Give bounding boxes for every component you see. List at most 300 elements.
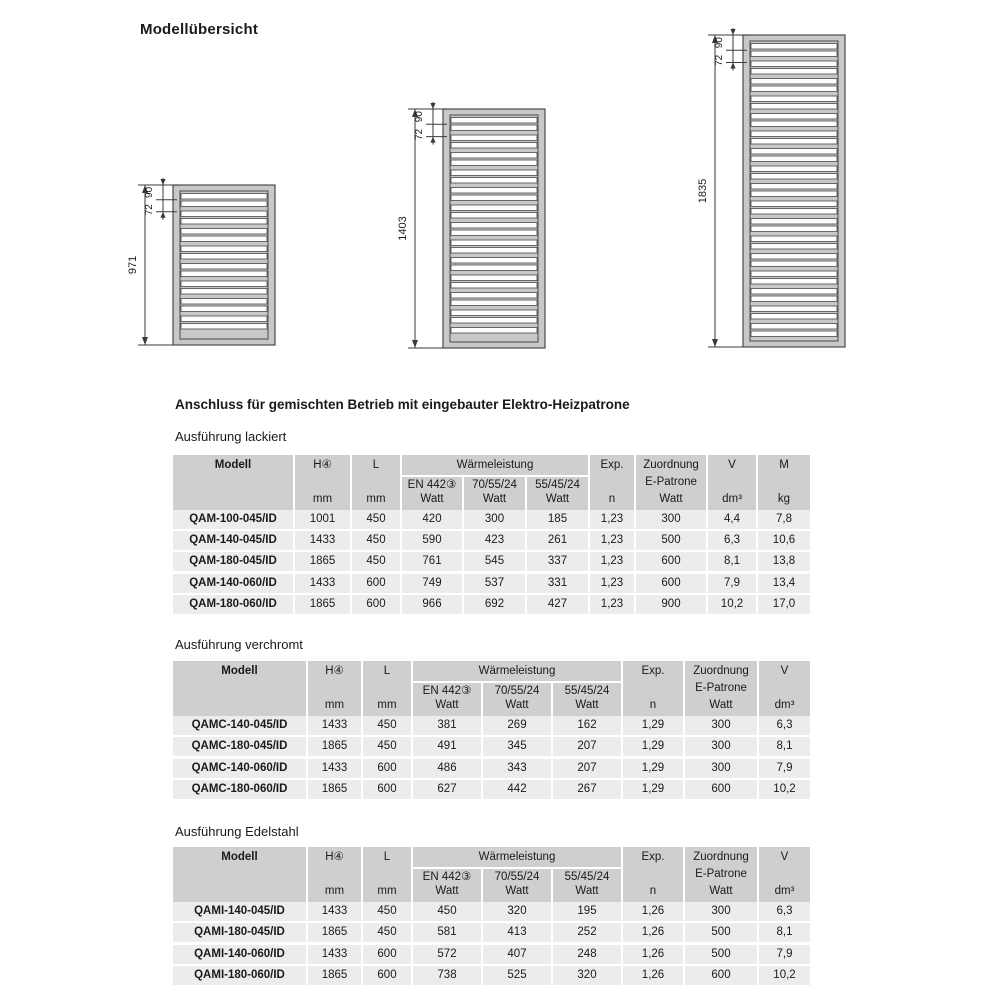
value-cell: 450 [363,923,411,942]
header-label: mm [366,493,386,505]
header-label: Exp. [641,851,665,863]
table-ausfuehrung-lackiert [173,455,810,616]
radiator-tube [451,300,537,306]
header-label: mm [377,885,397,897]
header-label: Watt [575,699,599,711]
value-cell: 1865 [308,966,361,985]
radiator-tube [451,275,537,281]
height-dimension-label: 1403 [397,216,409,241]
value-cell: 1,26 [623,923,683,942]
radiator-tube [181,229,267,235]
radiator-tube [451,230,537,236]
height-dimension-label: 971 [127,255,139,275]
radiator-tube [751,306,837,312]
value-cell: 1865 [308,780,361,799]
header-label: 55/45/24 [535,479,580,491]
header-cell [352,455,400,510]
header-label: dm³ [774,885,795,897]
value-cell: 1865 [295,552,350,571]
header-group-label: Wärmeleistung [402,455,588,475]
header-label: EN 442③ [407,479,457,491]
header-cell [295,455,350,510]
radiator-tube [451,318,537,324]
value-cell: 1,29 [623,780,683,799]
model-cell: QAMC-140-060/ID [173,759,306,778]
radiator-tube [181,324,267,330]
page-title: Modellübersicht [140,21,259,38]
header-label: Zuordnung [693,665,749,677]
table-subtitle-lackiert: Ausführung lackiert [175,429,287,444]
header-label: Modell [221,665,258,677]
value-cell: 1433 [308,759,361,778]
header-cell [590,455,634,510]
radiator-tube [181,306,267,312]
radiator-tube [751,244,837,250]
header-label: H④ [325,851,344,863]
value-cell: 450 [352,552,400,571]
top-dimension-label-90: 90 [414,111,425,123]
header-label: M [779,459,789,471]
radiator-tube [751,86,837,92]
header-cell [759,661,810,716]
radiator-tube [751,289,837,295]
header-label: Modell [214,459,252,471]
header-label: Watt [545,493,570,505]
header-label: E-Patrone [695,868,747,880]
value-cell: 600 [685,966,757,985]
top-dimension-label-90: 90 [714,37,725,49]
value-cell: 345 [483,737,551,756]
value-cell: 162 [553,716,621,735]
header-subrow [413,683,621,716]
value-cell: 1865 [295,595,350,614]
value-cell: 6,3 [708,531,756,550]
header-cell [402,477,462,510]
header-cell [623,661,683,716]
header-label: Exp. [641,665,665,677]
value-cell: 267 [553,780,621,799]
header-cell [623,847,683,902]
value-cell: 1433 [308,902,361,921]
header-label: dm³ [774,699,795,711]
radiator-tube [751,324,837,330]
table-ausfuehrung-edelstahl [173,847,810,987]
header-cell [413,683,481,716]
header-label: n [649,699,657,711]
model-cell: QAMI-140-045/ID [173,902,306,921]
value-cell: 300 [685,737,757,756]
value-cell: 572 [413,945,481,964]
value-cell: 261 [527,531,588,550]
header-label: E-Patrone [695,682,747,694]
header-cell [173,455,293,510]
header-label: 55/45/24 [564,871,610,883]
header-cell [308,847,361,902]
value-cell: 600 [363,966,411,985]
header-label: Watt [575,885,599,897]
value-cell: 300 [636,510,706,529]
value-cell: 1,29 [623,737,683,756]
value-cell: 600 [685,780,757,799]
model-cell: QAM-140-060/ID [173,574,293,593]
radiator-tube [451,205,537,211]
radiator-tube [451,293,537,299]
header-label: L [383,665,391,677]
value-cell: 1433 [308,716,361,735]
value-cell: 269 [483,716,551,735]
value-cell: 738 [413,966,481,985]
radiator-small-svg [125,175,285,355]
radiator-tube [751,96,837,102]
radiator-tube [751,226,837,232]
header-cell [758,455,810,510]
value-cell: 600 [363,945,411,964]
value-cell: 600 [363,780,411,799]
value-cell: 248 [553,945,621,964]
header-label: Watt [420,493,444,505]
model-cell: QAMC-180-060/ID [173,780,306,799]
header-label: Modell [221,851,258,863]
radiator-tube [451,283,537,289]
value-cell: 1433 [308,945,361,964]
header-cell [759,847,810,902]
radiator-tube [451,118,537,124]
header-cell [413,869,481,902]
header-label: 70/55/24 [494,871,540,883]
radiator-tube [751,51,837,57]
header-label: L [372,459,380,471]
table-row [173,737,810,756]
header-label: L [383,851,391,863]
radiator-diagram-large [695,25,855,362]
radiator-tube [751,254,837,260]
value-cell: 1,29 [623,759,683,778]
radiator-tube [181,219,267,225]
model-cell: QAMC-140-045/ID [173,716,306,735]
value-cell: 13,4 [758,574,810,593]
value-cell: 491 [413,737,481,756]
value-cell: 7,9 [759,945,810,964]
radiator-tube [751,236,837,242]
radiator-tube [751,69,837,75]
header-label: V [780,851,789,863]
header-label: Watt [435,885,459,897]
value-cell: 6,3 [759,716,810,735]
value-cell: 966 [402,595,462,614]
value-cell: 13,8 [758,552,810,571]
radiator-tube [751,166,837,172]
section-heading: Anschluss für gemischten Betrieb mit eingebauter Elektro-Heizpatrone [175,397,630,412]
header-cell [527,477,588,510]
radiator-tube [451,258,537,264]
radiator-tube [451,240,537,246]
value-cell: 407 [483,945,551,964]
header-label: EN 442③ [422,871,472,883]
header-group-waermeleistung [402,455,588,510]
table-row [173,531,810,550]
header-cell [553,869,621,902]
header-cell [173,847,306,902]
radiator-tube [451,178,537,184]
radiator-tube [751,314,837,320]
header-label: Watt [709,699,733,711]
radiator-tube [181,236,267,242]
header-label: E-Patrone [645,476,697,488]
radiator-tube [451,223,537,229]
value-cell: 450 [352,510,400,529]
top-dimension-label-90: 90 [144,186,155,198]
value-cell: 900 [636,595,706,614]
value-cell: 381 [413,716,481,735]
header-label: mm [324,699,345,711]
radiator-tube [751,139,837,145]
value-cell: 300 [464,510,525,529]
table-row [173,574,810,593]
table-header [173,847,810,902]
model-cell: QAMI-180-060/ID [173,966,306,985]
header-cell [483,869,551,902]
table-row [173,923,810,942]
model-cell: QAM-180-060/ID [173,595,293,614]
table-row [173,902,810,921]
radiator-tube [751,296,837,302]
value-cell: 10,6 [758,531,810,550]
value-cell: 749 [402,574,462,593]
header-label: Exp. [600,459,624,471]
radiator-tube [751,209,837,215]
value-cell: 1001 [295,510,350,529]
table-row [173,966,810,985]
value-cell: 1433 [295,531,350,550]
header-cell [636,455,706,510]
value-cell: 1,23 [590,531,634,550]
radiator-tube [181,289,267,295]
value-cell: 545 [464,552,525,571]
value-cell: 627 [413,780,481,799]
header-cell [363,661,411,716]
value-cell: 207 [553,737,621,756]
radiator-tube [451,265,537,271]
radiator-large-svg [695,25,855,357]
table-row [173,716,810,735]
header-label: Zuordnung [693,851,749,863]
top-dimension-label-72: 72 [714,54,725,66]
value-cell: 1865 [308,923,361,942]
value-cell: 1,26 [623,902,683,921]
radiator-tube [751,261,837,267]
radiator-diagram-small [125,175,285,360]
table-row [173,552,810,571]
value-cell: 337 [527,552,588,571]
value-cell: 450 [363,737,411,756]
table-header [173,661,810,716]
radiator-tube [751,131,837,137]
value-cell: 1433 [295,574,350,593]
radiator-tube [751,114,837,120]
value-cell: 4,4 [708,510,756,529]
value-cell: 600 [352,595,400,614]
value-cell: 600 [352,574,400,593]
header-label: H④ [313,459,332,471]
header-label: EN 442③ [422,685,472,697]
radiator-tube [181,316,267,322]
table-subtitle-edelstahl: Ausführung Edelstahl [175,824,299,839]
radiator-tube [451,213,537,219]
top-dimension-label-72: 72 [414,128,425,141]
value-cell: 6,3 [759,902,810,921]
radiator-tube [751,44,837,50]
value-cell: 10,2 [708,595,756,614]
header-cell [708,455,756,510]
value-cell: 600 [636,574,706,593]
radiator-tube [451,188,537,194]
value-cell: 7,9 [708,574,756,593]
model-cell: QAM-180-045/ID [173,552,293,571]
value-cell: 450 [352,531,400,550]
header-label: V [728,459,736,471]
height-dimension-label: 1835 [697,178,709,204]
value-cell: 1,23 [590,595,634,614]
header-label: mm [324,885,345,897]
table-row [173,780,810,799]
header-label: Watt [659,493,683,505]
radiator-tube [181,211,267,217]
radiator-tube [451,310,537,316]
header-label: n [649,885,657,897]
value-cell: 8,1 [759,737,810,756]
value-cell: 537 [464,574,525,593]
header-label: Watt [482,493,507,505]
header-cell [483,683,551,716]
table-row [173,945,810,964]
radiator-tube [181,246,267,252]
header-label: Watt [505,699,529,711]
header-group-waermeleistung [413,847,621,902]
table-row [173,510,810,529]
value-cell: 1,29 [623,716,683,735]
value-cell: 320 [553,966,621,985]
value-cell: 207 [553,759,621,778]
radiator-tube [451,195,537,201]
radiator-tube [751,121,837,127]
radiator-tube [451,248,537,254]
radiator-tube [751,191,837,197]
radiator-tube [751,271,837,277]
header-cell [685,661,757,716]
value-cell: 413 [483,923,551,942]
value-cell: 320 [483,902,551,921]
header-label: mm [312,493,333,505]
radiator-tube [451,160,537,166]
radiator-tube [751,156,837,162]
header-label: Watt [709,885,733,897]
value-cell: 450 [363,716,411,735]
table-subtitle-verchromt: Ausführung verchromt [175,637,303,652]
value-cell: 1865 [308,737,361,756]
value-cell: 300 [685,759,757,778]
header-cell [363,847,411,902]
value-cell: 331 [527,574,588,593]
radiator-tube [451,135,537,141]
value-cell: 486 [413,759,481,778]
value-cell: 185 [527,510,588,529]
header-label: Watt [505,885,529,897]
value-cell: 600 [363,759,411,778]
radiator-tube [451,125,537,131]
radiator-tube [451,153,537,159]
header-label: n [608,493,616,505]
header-label: V [780,665,789,677]
radiator-tube [181,254,267,260]
value-cell: 8,1 [759,923,810,942]
radiator-tube [751,174,837,180]
value-cell: 1,23 [590,510,634,529]
value-cell: 1,23 [590,574,634,593]
model-cell: QAM-140-045/ID [173,531,293,550]
header-subrow [413,869,621,902]
header-cell [553,683,621,716]
value-cell: 500 [636,531,706,550]
value-cell: 17,0 [758,595,810,614]
header-group-label: Wärmeleistung [413,847,621,867]
value-cell: 692 [464,595,525,614]
value-cell: 761 [402,552,462,571]
header-label: dm³ [722,493,742,505]
radiator-tube [181,194,267,200]
header-subrow [402,477,588,510]
radiator-tube [181,299,267,305]
model-cell: QAM-100-045/ID [173,510,293,529]
radiator-tube [751,61,837,67]
value-cell: 600 [636,552,706,571]
radiator-tube [751,184,837,190]
value-cell: 590 [402,531,462,550]
value-cell: 450 [363,902,411,921]
header-label: mm [377,699,397,711]
header-label: 55/45/24 [564,685,610,697]
header-label: H④ [325,665,344,677]
value-cell: 8,1 [708,552,756,571]
value-cell: 300 [685,716,757,735]
header-label: 70/55/24 [494,685,540,697]
header-label: 70/55/24 [472,479,517,491]
value-cell: 10,2 [759,780,810,799]
model-cell: QAMI-180-045/ID [173,923,306,942]
value-cell: 525 [483,966,551,985]
table-ausfuehrung-verchromt [173,661,810,801]
value-cell: 1,26 [623,945,683,964]
value-cell: 500 [685,923,757,942]
header-label: Watt [435,699,459,711]
value-cell: 450 [413,902,481,921]
radiator-medium-svg [395,99,555,358]
header-group-waermeleistung [413,661,621,716]
radiator-tube [181,271,267,277]
radiator-tube [751,331,837,337]
header-cell [685,847,757,902]
value-cell: 427 [527,595,588,614]
radiator-tube [451,143,537,149]
value-cell: 10,2 [759,966,810,985]
table-header [173,455,810,510]
top-dimension-label-72: 72 [144,204,155,216]
model-cell: QAMI-140-060/ID [173,945,306,964]
radiator-tube [751,201,837,207]
radiator-tube [751,104,837,110]
value-cell: 420 [402,510,462,529]
value-cell: 500 [685,945,757,964]
header-group-label: Wärmeleistung [413,661,621,681]
